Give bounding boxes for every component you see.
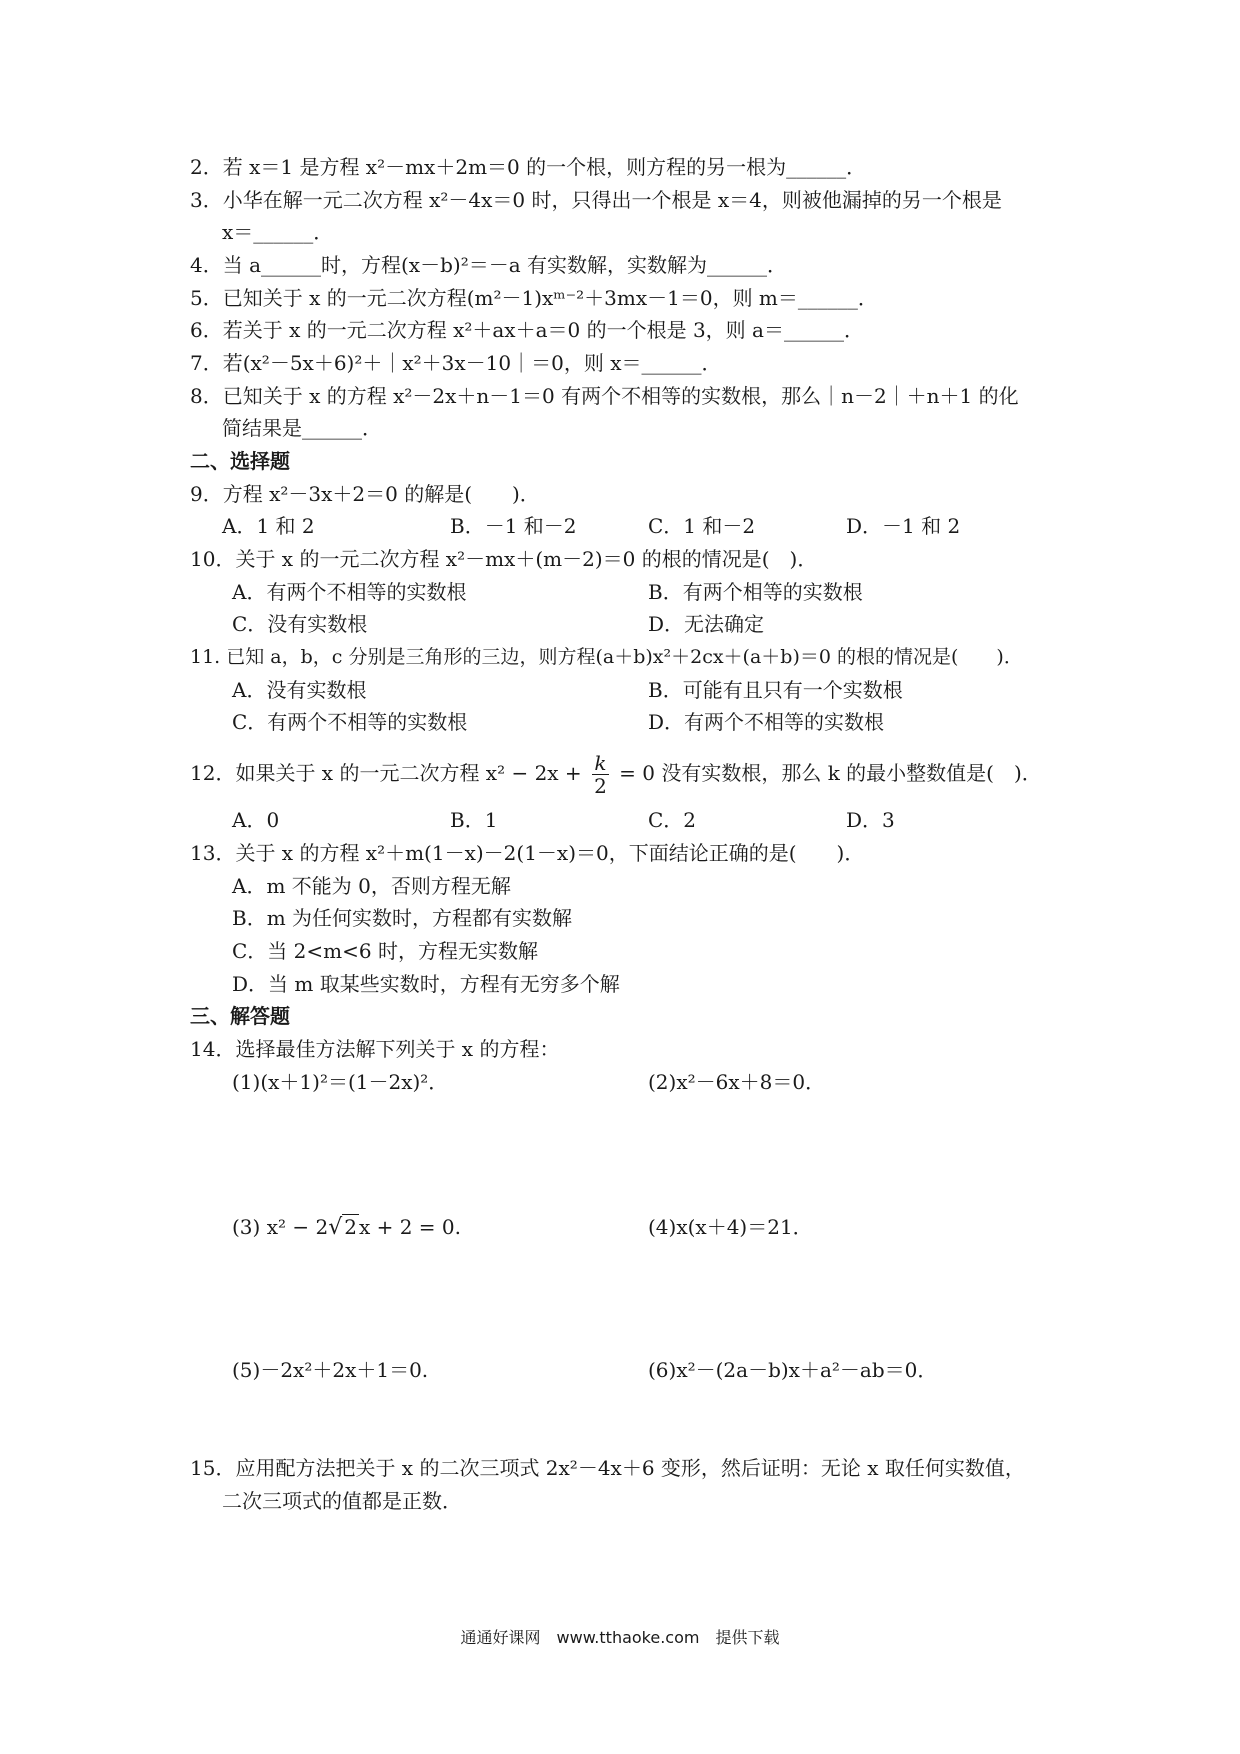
- question-7: 7．若(x²－5x＋6)²＋｜x²＋3x－10｜＝0，则 x＝______．: [190, 351, 722, 375]
- question-14: 14．选择最佳方法解下列关于 x 的方程：: [190, 1037, 560, 1061]
- question-10-option-c: C．没有实数根: [232, 612, 368, 636]
- question-10-option-b: B．有两个相等的实数根: [648, 580, 863, 604]
- question-14-part-3: [232, 1213, 461, 1242]
- question-13-option-b: B．m 为任何实数时，方程都有实数解: [232, 906, 573, 930]
- radicand: 2: [344, 1215, 357, 1239]
- question-3-cont: x＝______．: [222, 220, 334, 244]
- question-12-option-d: D．3: [846, 808, 895, 832]
- question-10: 10．关于 x 的一元二次方程 x²－mx＋(m－2)＝0 的根的情况是( )．: [190, 547, 818, 571]
- question-14-part-3-text: (3) x² − 2: [232, 1215, 329, 1239]
- question-12-option-c: C．2: [648, 808, 697, 832]
- question-12-option-a: A．0: [232, 808, 280, 832]
- section-choice-title: 二、选择题: [190, 449, 290, 473]
- question-2: 2．若 x＝1 是方程 x²－mx＋2m＝0 的一个根，则方程的另一根为______．: [190, 155, 867, 179]
- section-answer-title: 三、解答题: [190, 1004, 290, 1028]
- question-14-part-3-text-end: x + 2 = 0.: [358, 1215, 461, 1239]
- question-12-text: 12．如果关于 x 的一元二次方程 x² − 2x +: [190, 761, 582, 785]
- question-6: 6．若关于 x 的一元二次方程 x²＋ax＋a＝0 的一个根是 3，则 a＝______．: [190, 318, 864, 342]
- question-12-text-end: = 0 没有实数根，那么 k 的最小整数值是( )．: [619, 761, 1042, 785]
- question-12: [190, 752, 1042, 797]
- question-9-option-d: D．－1 和 2: [846, 514, 961, 538]
- question-11: 11. 已知 a，b，c 分别是三角形的三边，则方程(a＋b)x²＋2cx＋(a＋b)＝0 的根的情况是( )．: [190, 646, 1023, 668]
- question-9: 9．方程 x²－3x＋2＝0 的解是( )．: [190, 482, 540, 506]
- question-4: 4．当 a______时，方程(x－b)²＝－a 有实数解，实数解为______．: [190, 253, 787, 277]
- question-15-cont: 二次三项式的值都是正数．: [222, 1489, 462, 1513]
- question-14-part-4: (4)x(x＋4)＝21．: [648, 1215, 813, 1239]
- question-14-part-1: (1)(x＋1)²＝(1－2x)²．: [232, 1070, 449, 1094]
- fraction-numerator: k: [594, 751, 607, 775]
- question-11-option-d: D．有两个不相等的实数根: [648, 710, 885, 734]
- question-13: 13．关于 x 的方程 x²＋m(1－x)－2(1－x)＝0，下面结论正确的是( )．: [190, 841, 865, 865]
- question-14-part-5: (5)－2x²＋2x＋1＝0.: [232, 1358, 429, 1382]
- question-13-option-d: D．当 m 取某些实数时，方程有无穷多个解: [232, 972, 620, 996]
- question-11-option-c: C．有两个不相等的实数根: [232, 710, 468, 734]
- question-13-option-c: C．当 2<m<6 时，方程无实数解: [232, 939, 538, 963]
- question-3: 3．小华在解一元二次方程 x²－4x＝0 时，只得出一个根是 x＝4，则被他漏掉的另一个根是: [190, 188, 1002, 212]
- question-9-option-b: B．－1 和－2: [450, 514, 577, 538]
- question-15: 15．应用配方法把关于 x 的二次三项式 2x²－4x＋6 变形，然后证明：无论 x 取任何实数值，: [190, 1456, 1025, 1480]
- question-9-option-a: A．1 和 2: [222, 514, 315, 538]
- fraction-denominator: 2: [594, 774, 607, 798]
- square-root-icon: √: [328, 1215, 343, 1240]
- question-9-option-c: C．1 和－2: [648, 514, 756, 538]
- question-13-option-a: A．m 不能为 0，否则方程无解: [232, 874, 511, 898]
- question-8-cont: 简结果是______．: [222, 416, 382, 440]
- fraction: [592, 752, 609, 797]
- question-8: 8．已知关于 x 的方程 x²－2x＋n－1＝0 有两个不相等的实数根，那么｜n－2｜＋n＋1 的化: [190, 384, 1019, 408]
- question-12-option-b: B．1: [450, 808, 498, 832]
- question-10-option-a: A．有两个不相等的实数根: [232, 580, 467, 604]
- question-14-part-6: (6)x²－(2a－b)x＋a²－ab＝0．: [648, 1358, 938, 1382]
- page-footer: 通通好课网 www.tthaoke.com 提供下载: [460, 1628, 780, 1647]
- question-5: 5．已知关于 x 的一元二次方程(m²－1)xᵐ⁻²＋3mx－1＝0，则 m＝______．: [190, 286, 878, 310]
- question-11-option-b: B．可能有且只有一个实数根: [648, 678, 903, 702]
- question-14-part-2: (2)x²－6x＋8＝0．: [648, 1070, 826, 1094]
- question-10-option-d: D．无法确定: [648, 612, 765, 636]
- question-11-option-a: A．没有实数根: [232, 678, 367, 702]
